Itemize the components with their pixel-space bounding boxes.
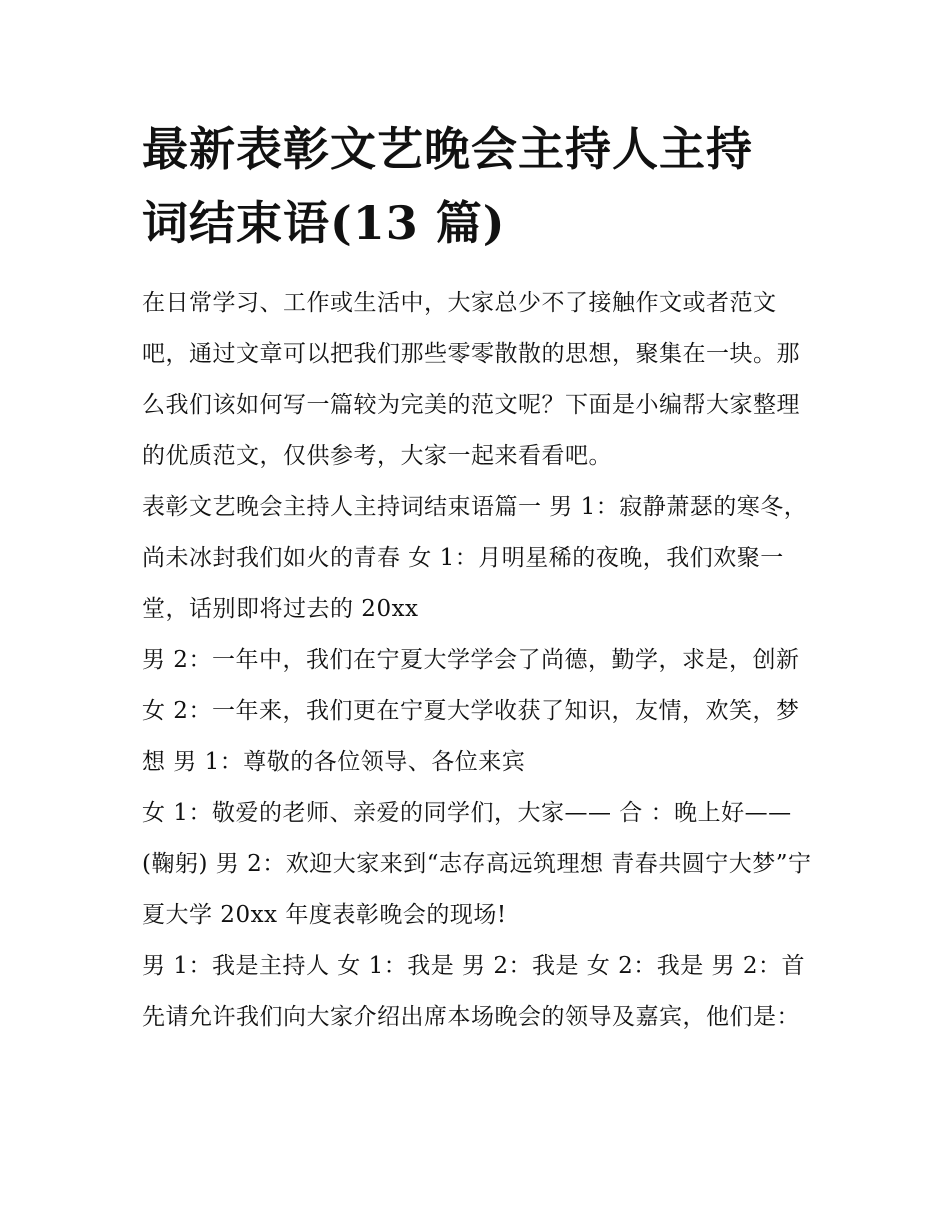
paragraph-2: 男 2：一年中，我们在宁夏大学学会了尚德，勤学，求是，创新 女 2：一年来，我们更在宁夏大学收获了知识，友情，欢笑，梦想 男 1：尊敬的各位领导、各位来宾 (142, 647, 800, 775)
document-content (142, 112, 818, 1043)
paragraph-3: 女 1：敬爱的老师、亲爱的同学们，大家—— 合 ：晚上好——(鞠躬) 男 2：欢迎大家来到“志存高远筑理想 青春共圆宁大梦”宁夏大学 20xx 年度表彰晚会的现场! (142, 800, 812, 928)
document-title (142, 112, 818, 260)
title-line-2: 词结束语(13 篇) (142, 196, 506, 250)
paragraph-1: 表彰文艺晚会主持人主持词结束语篇一 男 1：寂静萧瑟的寒冬，尚未冰封我们如火的青春 女 1：月明星稀的夜晚，我们欢聚一堂，话别即将过去的 20xx (142, 494, 808, 622)
paragraph-4: 男 1：我是主持人 女 1：我是 男 2：我是 女 2：我是 男 2：首先请允许我们向大家介绍出席本场晚会的领导及嘉宾，他们是： (142, 953, 805, 1030)
paragraph-intro: 在日常学习、工作或生活中，大家总少不了接触作文或者范文吧，通过文章可以把我们那些零零散散的思想，聚集在一块。那么我们该如何写一篇较为完美的范文呢？下面是小编帮大家整理的优质范文，仅供参考，大家一起来看看吧。 (142, 290, 800, 469)
title-line-1: 最新表彰文艺晚会主持人主持 (142, 122, 753, 176)
document-body (142, 278, 818, 1043)
